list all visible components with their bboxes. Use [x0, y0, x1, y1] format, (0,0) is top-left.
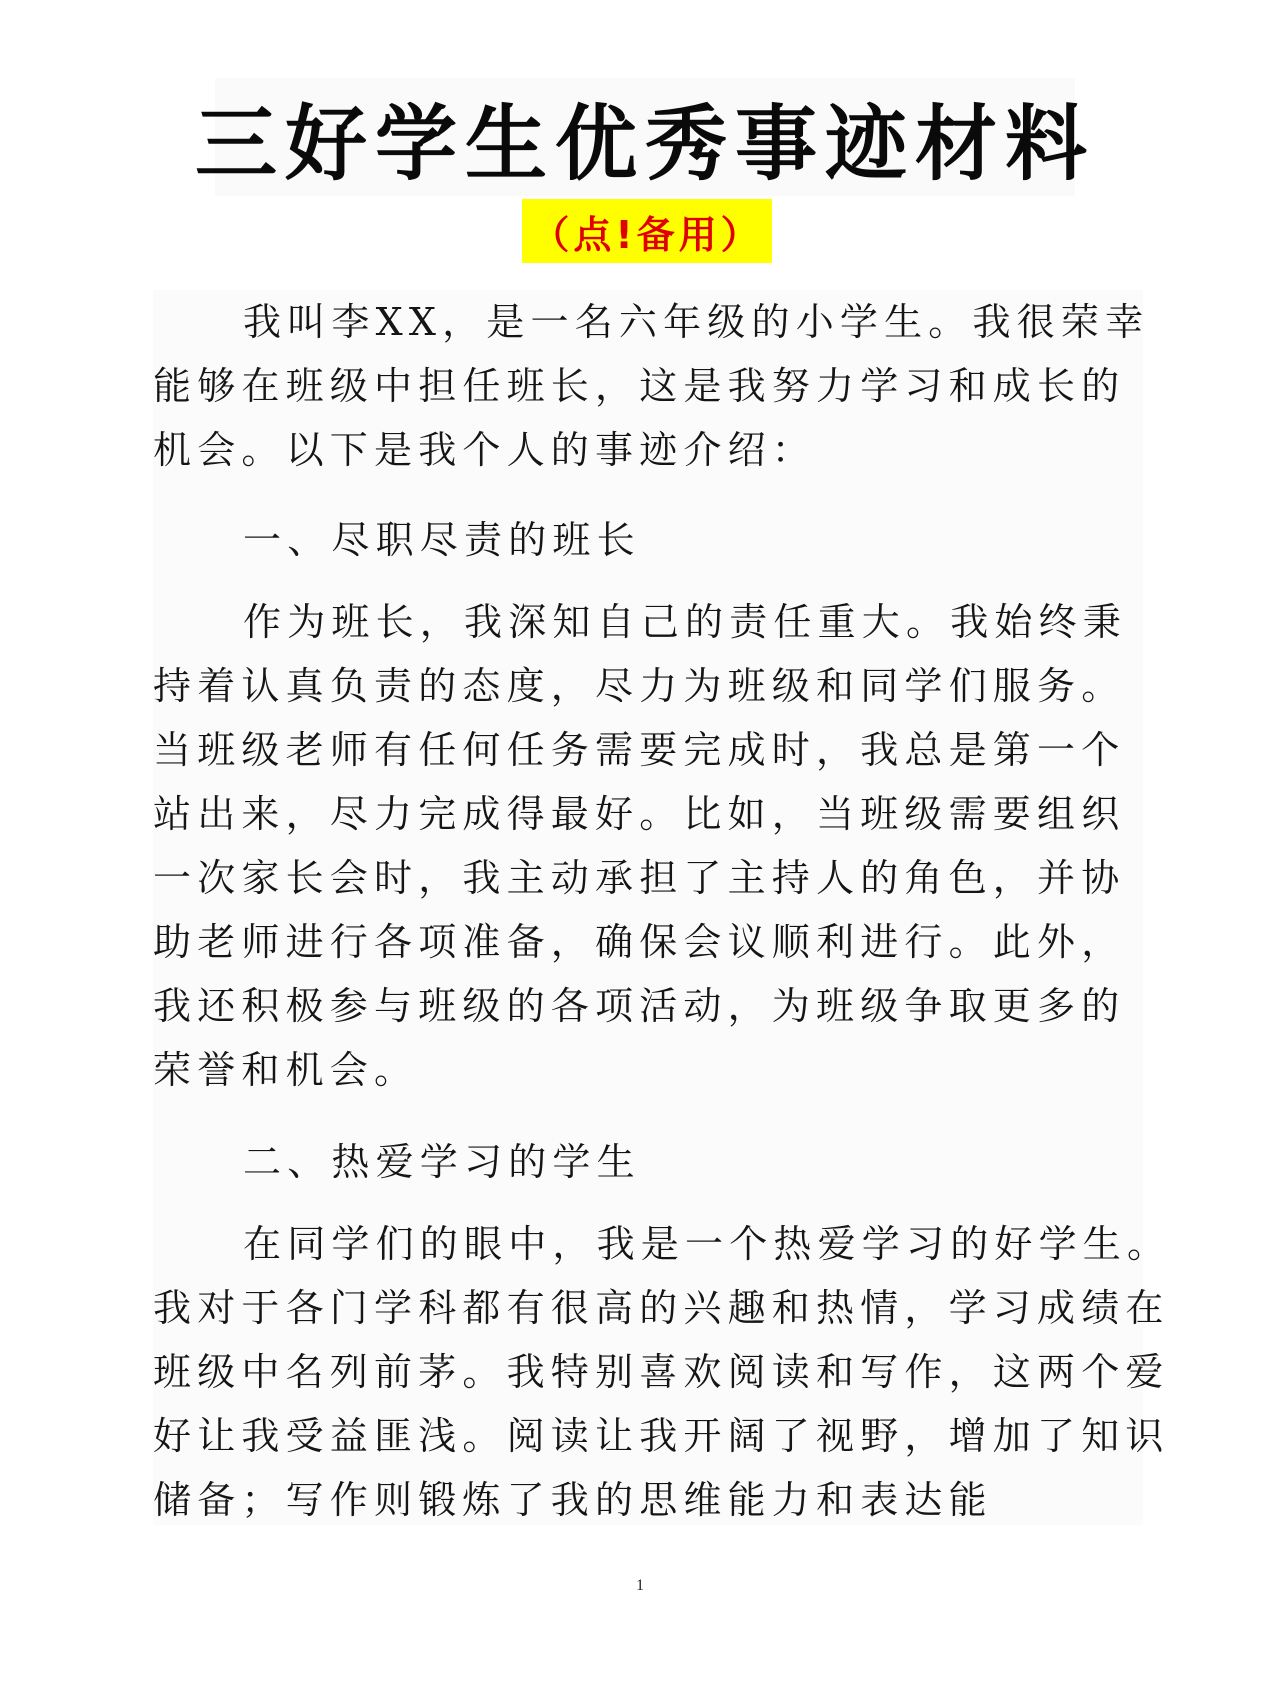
document-title: 三好学生优秀事迹材料: [195, 96, 1096, 192]
subtitle-highlight: [522, 199, 772, 263]
section-heading-1: 一、尽职尽责的班长: [243, 518, 641, 562]
body-text-block: [153, 290, 1172, 1525]
document-subtitle: （点!备用）: [531, 212, 763, 257]
section-2-paragraph: 在同学们的眼中，我是一个热爱学习的好学生。我对于各门学科都有很高的兴趣和热情，学习成绩在班级中名列前茅。我特别喜欢阅读和写作，这两个爱好让我受益匪浅。阅读让我开阔了视野，增加了知识储备；写作则锻炼了我的思维能力和表达能: [153, 1222, 1172, 1522]
intro-paragraph: 我叫李XX，是一名六年级的小学生。我很荣幸能够在班级中担任班长，这是我努力学习和成长的机会。以下是我个人的事迹介绍：: [153, 300, 1150, 472]
title-block: [195, 78, 1096, 196]
section-1-paragraph: 作为班长，我深知自己的责任重大。我始终秉持着认真负责的态度，尽力为班级和同学们服务。当班级老师有任何任务需要完成时，我总是第一个站出来，尽力完成得最好。比如，当班级需要组织一次家长会时，我主动承担了主持人的角色，并协助老师进行各项准备，确保会议顺利进行。此外，我还积极参与班级的各项活动，为班级争取更多的荣誉和机会。: [153, 600, 1128, 1092]
page-number: 1: [636, 1577, 644, 1594]
section-heading-2: 二、热爱学习的学生: [243, 1140, 641, 1184]
